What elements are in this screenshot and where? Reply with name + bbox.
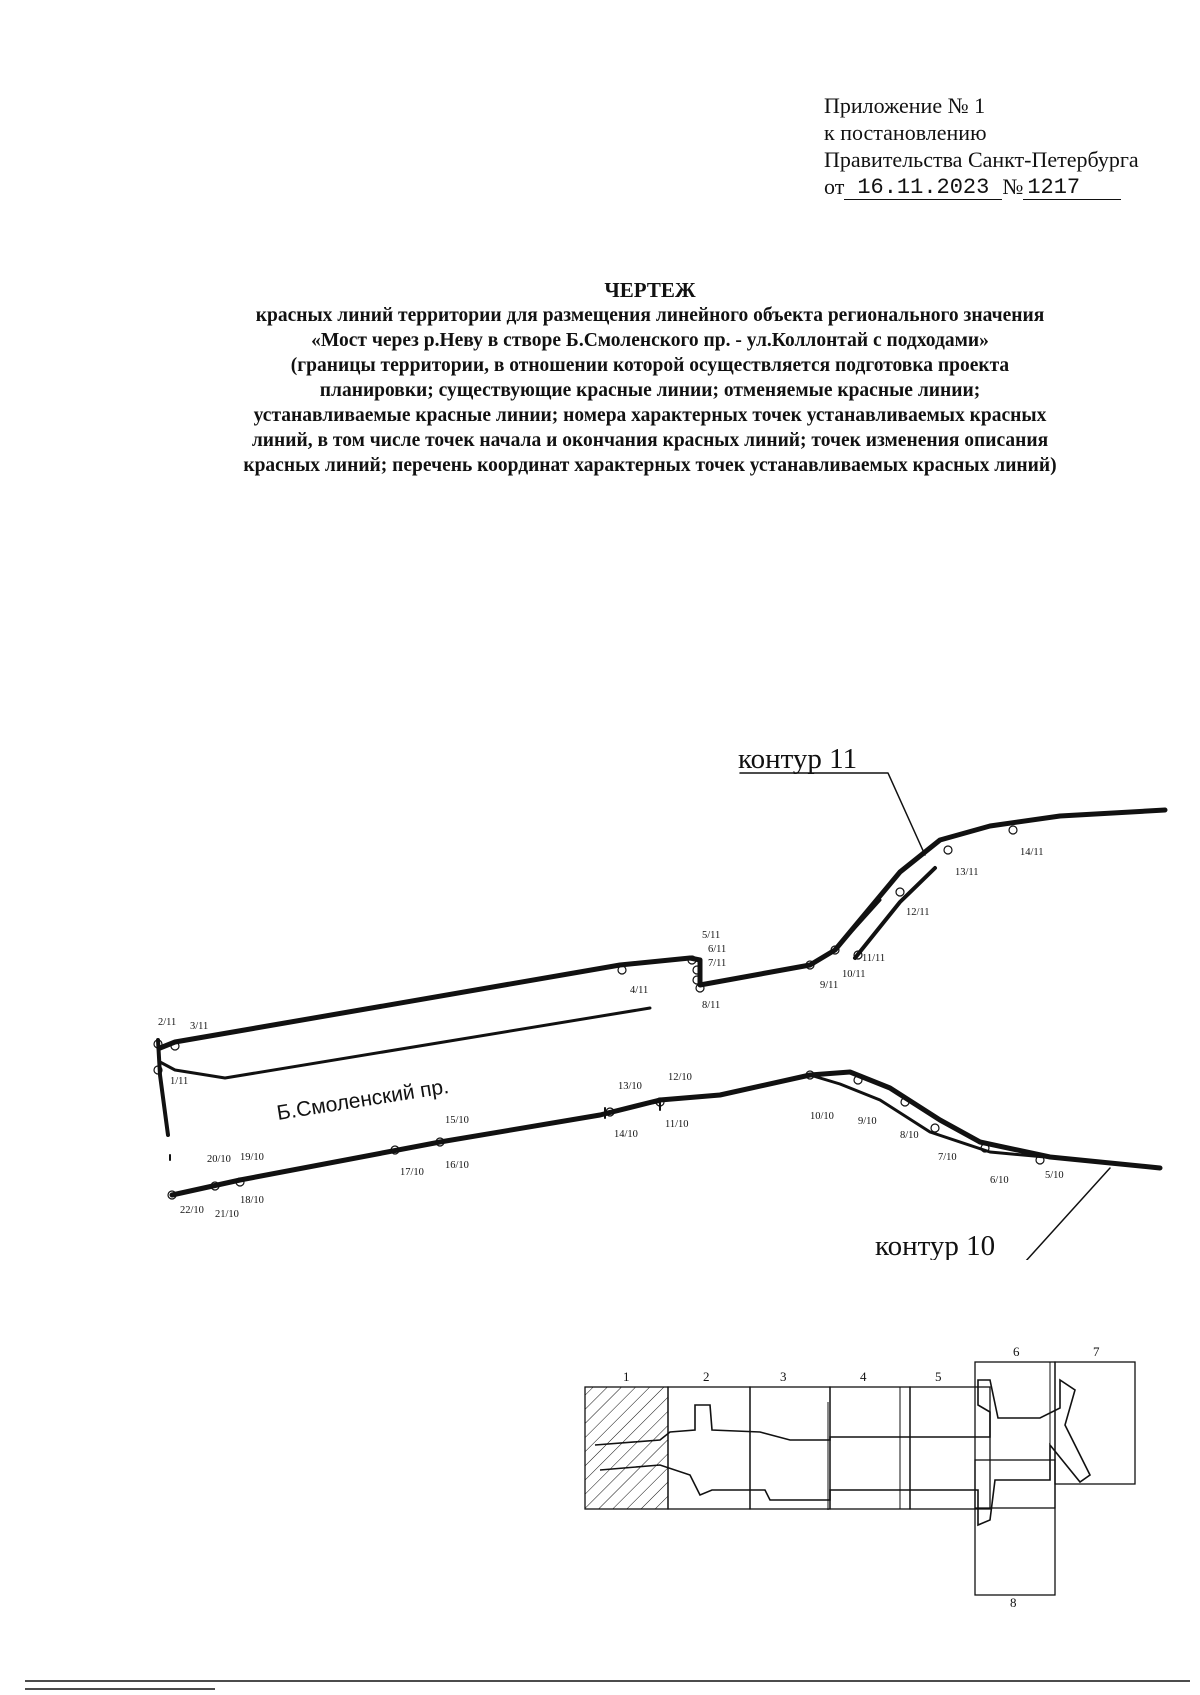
- point-label: 16/10: [445, 1160, 469, 1171]
- bottom-rules: [0, 1675, 1200, 1695]
- point-label: 14/10: [614, 1129, 638, 1140]
- point-label: 2/11: [158, 1017, 177, 1028]
- point-label: 11/10: [665, 1119, 689, 1130]
- point-label: 18/10: [240, 1195, 264, 1206]
- title-line-7: красных линий; перечень координат характерных точек устанавливаемых красных линий): [243, 455, 1057, 476]
- territory-outline: [595, 1380, 1090, 1525]
- title-line-5: устанавливаемые красные линии; номера характерных точек устанавливаемых красных: [253, 405, 1047, 426]
- point-label: 1/11: [170, 1076, 189, 1087]
- appendix-reference: [824, 92, 1184, 200]
- title-heading: ЧЕРТЕЖ: [604, 278, 696, 302]
- point-marker: [896, 888, 904, 896]
- point-label: 22/10: [180, 1205, 204, 1216]
- sheet-label-2: 2: [703, 1369, 710, 1384]
- title-line-3: (границы территории, в отношении которой осуществляется подготовка проекта: [290, 355, 1010, 376]
- sheet-index-map: [0, 1320, 1200, 1620]
- sheet-label-8: 8: [1010, 1595, 1017, 1610]
- point-label: 19/10: [240, 1152, 264, 1163]
- title-line-2: «Мост через р.Неву в створе Б.Смоленского пр. - ул.Коллонтай с подходами»: [311, 330, 989, 351]
- point-label: 15/10: [445, 1115, 469, 1126]
- title-line-1: красных линий территории для размещения линейного объекта регионального значения: [255, 305, 1045, 326]
- sheet-1: [585, 1387, 668, 1509]
- contour-11-upper-line: [160, 810, 1165, 1048]
- contour-10-line: [172, 1072, 1160, 1195]
- point-label: 11/11: [862, 953, 886, 964]
- decree-date: 16.11.2023: [844, 177, 1002, 200]
- point-label: 12/11: [906, 907, 930, 918]
- point-label: 10/11: [842, 969, 866, 980]
- date-prefix: от: [824, 174, 845, 199]
- contour-11-lower-line: [160, 1008, 650, 1078]
- territory-outline-inner: [828, 1362, 1050, 1510]
- point-label: 10/10: [810, 1111, 834, 1122]
- sheet-label-6: 6: [1013, 1344, 1020, 1359]
- document-title: [150, 278, 1150, 478]
- contour-11-label: контур 11: [738, 743, 858, 775]
- sheet-label-4: 4: [860, 1369, 867, 1384]
- point-label: 5/10: [1045, 1170, 1064, 1181]
- sheet-6: [975, 1362, 1055, 1508]
- point-label: 12/10: [668, 1072, 692, 1083]
- point-label: 5/11: [702, 930, 721, 941]
- point-label: 20/10: [207, 1154, 231, 1165]
- red-lines-drawing: [0, 700, 1200, 1260]
- point-markers: [154, 826, 1044, 1199]
- point-label: 8/11: [702, 1000, 721, 1011]
- sheet-label-3: 3: [780, 1369, 787, 1384]
- point-label: 9/10: [858, 1116, 877, 1127]
- point-label: 13/11: [955, 867, 979, 878]
- sheet-label-7: 7: [1093, 1344, 1100, 1359]
- point-label: 14/11: [1020, 847, 1044, 858]
- point-label: 8/10: [900, 1130, 919, 1141]
- point-label: 9/11: [820, 980, 839, 991]
- point-marker: [931, 1124, 939, 1132]
- sheet-label-5: 5: [935, 1369, 942, 1384]
- point-label: 3/11: [190, 1021, 209, 1032]
- point-label: 21/10: [215, 1209, 239, 1220]
- title-line-4: планировки; существующие красные линии; отменяемые красные линии;: [319, 380, 981, 401]
- appendix-line-2: к постановлению: [824, 120, 987, 145]
- point-marker: [944, 846, 952, 854]
- contour-11-branch-line: [835, 900, 880, 950]
- appendix-line-1: Приложение № 1: [824, 93, 986, 118]
- point-marker: [1009, 826, 1017, 834]
- point-label: 6/10: [990, 1175, 1009, 1186]
- contour-11-leader: [740, 773, 925, 855]
- point-labels-10: [180, 1072, 1064, 1220]
- contour-11-left-line: [158, 1040, 168, 1135]
- point-label: 13/10: [618, 1081, 642, 1092]
- decree-number: 1217: [1023, 177, 1121, 200]
- sheet-label-1: 1: [623, 1369, 630, 1384]
- point-label: 7/10: [938, 1152, 957, 1163]
- contour-10-parallel-line: [810, 1075, 1100, 1162]
- contour-10-label: контур 10: [875, 1230, 996, 1260]
- point-label: 17/10: [400, 1167, 424, 1178]
- appendix-date-line: [824, 173, 1184, 200]
- number-prefix: №: [1002, 174, 1024, 199]
- point-label: 6/11: [708, 944, 727, 955]
- point-label: 4/11: [630, 985, 649, 996]
- point-label: 7/11: [708, 958, 727, 969]
- street-label: Б.Смоленский пр.: [275, 1075, 451, 1125]
- appendix-line-3: Правительства Санкт-Петербурга: [824, 147, 1139, 172]
- title-line-6: линий, в том числе точек начала и окончания красных линий; точек изменения описания: [251, 430, 1049, 451]
